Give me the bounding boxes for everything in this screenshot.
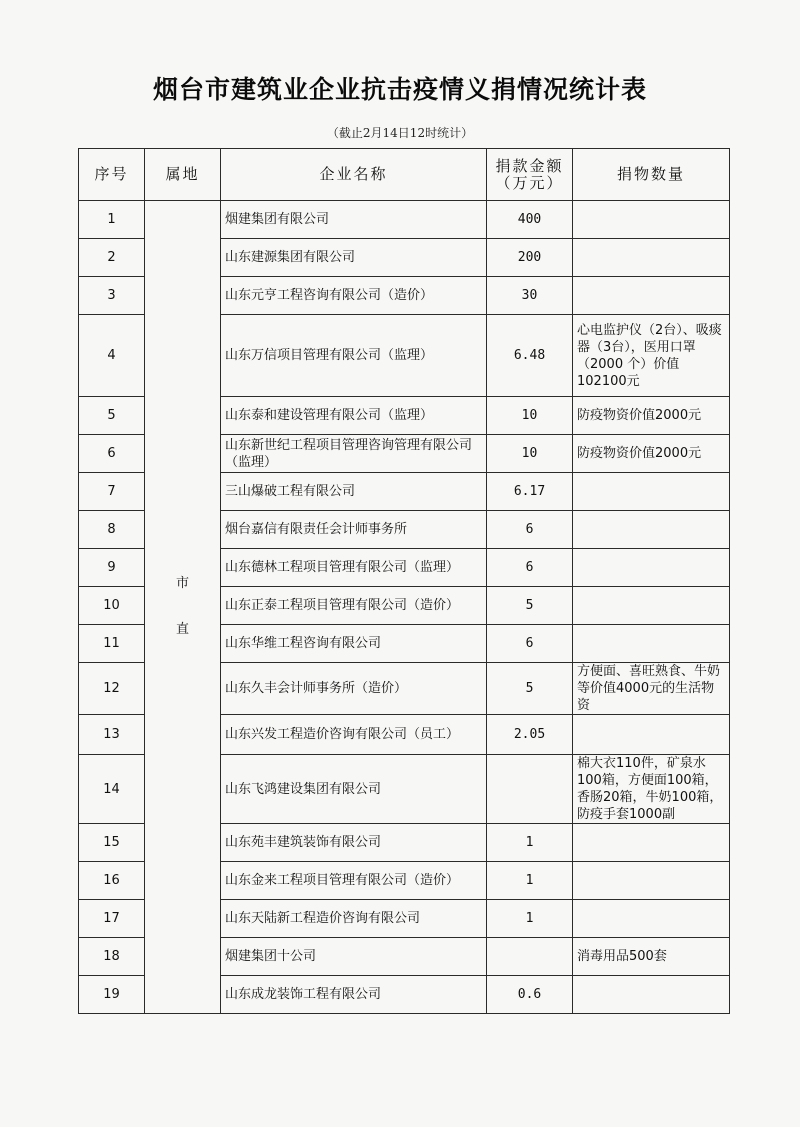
row-donated-items: 防疫物资价值2000元 bbox=[573, 397, 730, 435]
row-company-name: 山东金来工程项目管理有限公司（造价） bbox=[221, 862, 487, 900]
row-seq: 2 bbox=[79, 239, 145, 277]
row-donation-amount: 5 bbox=[487, 587, 573, 625]
document-title: 烟台市建筑业企业抗击疫情义捐情况统计表 bbox=[152, 75, 647, 104]
header-company: 企业名称 bbox=[221, 149, 487, 201]
header-seq: 序号 bbox=[79, 149, 145, 201]
row-donated-items bbox=[573, 976, 730, 1014]
header-items: 捐物数量 bbox=[573, 149, 730, 201]
row-company-name: 山东华维工程咨询有限公司 bbox=[221, 625, 487, 663]
row-company-name: 山东正泰工程项目管理有限公司（造价） bbox=[221, 587, 487, 625]
row-donation-amount: 30 bbox=[487, 277, 573, 315]
row-seq: 15 bbox=[79, 824, 145, 862]
row-company-name: 山东成龙装饰工程有限公司 bbox=[221, 976, 487, 1014]
header-amount-line1: 捐款金额 bbox=[495, 156, 564, 175]
row-company-name: 山东兴发工程造价咨询有限公司（员工） bbox=[221, 715, 487, 755]
row-donation-amount: 6.48 bbox=[487, 315, 573, 397]
row-seq: 11 bbox=[79, 625, 145, 663]
row-donation-amount bbox=[487, 938, 573, 976]
location-label-line2: 直 bbox=[175, 622, 189, 637]
row-seq: 13 bbox=[79, 715, 145, 755]
row-company-name: 山东建源集团有限公司 bbox=[221, 239, 487, 277]
header-amount-line2: （万元） bbox=[495, 173, 564, 192]
row-donation-amount: 6.17 bbox=[487, 473, 573, 511]
row-donation-amount: 1 bbox=[487, 862, 573, 900]
row-donation-amount: 6 bbox=[487, 625, 573, 663]
row-company-name: 山东新世纪工程项目管理咨询管理有限公司（监理） bbox=[221, 435, 487, 473]
table-body bbox=[79, 201, 730, 1014]
row-seq: 18 bbox=[79, 938, 145, 976]
row-donated-items bbox=[573, 715, 730, 755]
row-seq: 4 bbox=[79, 315, 145, 397]
row-donated-items bbox=[573, 587, 730, 625]
row-donation-amount: 2.05 bbox=[487, 715, 573, 755]
row-donated-items bbox=[573, 201, 730, 239]
location-label bbox=[176, 561, 189, 653]
header-location: 属地 bbox=[145, 149, 221, 201]
row-company-name: 山东德林工程项目管理有限公司（监理） bbox=[221, 549, 487, 587]
location-label-line1: 市 bbox=[175, 576, 189, 591]
row-seq: 19 bbox=[79, 976, 145, 1014]
row-seq: 8 bbox=[79, 511, 145, 549]
row-company-name: 山东苑丰建筑装饰有限公司 bbox=[221, 824, 487, 862]
row-donated-items bbox=[573, 239, 730, 277]
row-seq: 1 bbox=[79, 201, 145, 239]
row-seq: 7 bbox=[79, 473, 145, 511]
row-donated-items: 心电监护仪（2台）、吸痰器（3台），医用口罩（2000 个）价值102100元 bbox=[573, 315, 730, 397]
row-company-name: 山东飞鸿建设集团有限公司 bbox=[221, 755, 487, 824]
row-donation-amount: 400 bbox=[487, 201, 573, 239]
row-company-name: 山东元亨工程咨询有限公司（造价） bbox=[221, 277, 487, 315]
row-seq: 12 bbox=[79, 663, 145, 715]
row-seq: 10 bbox=[79, 587, 145, 625]
row-donation-amount: 6 bbox=[487, 549, 573, 587]
row-donated-items: 方便面、喜旺熟食、牛奶等价值4000元的生活物资 bbox=[573, 663, 730, 715]
row-donated-items bbox=[573, 900, 730, 938]
row-donation-amount bbox=[487, 755, 573, 824]
row-company-name: 烟建集团有限公司 bbox=[221, 201, 487, 239]
row-donated-items bbox=[573, 625, 730, 663]
document-subtitle: （截止2月14日12时统计） bbox=[326, 126, 474, 140]
row-donated-items: 消毒用品500套 bbox=[573, 938, 730, 976]
header-amount bbox=[487, 149, 573, 201]
row-company-name: 山东久丰会计师事务所（造价） bbox=[221, 663, 487, 715]
row-donation-amount: 200 bbox=[487, 239, 573, 277]
row-donated-items: 防疫物资价值2000元 bbox=[573, 435, 730, 473]
row-donated-items bbox=[573, 277, 730, 315]
row-seq: 5 bbox=[79, 397, 145, 435]
row-company-name: 烟建集团十公司 bbox=[221, 938, 487, 976]
row-donated-items bbox=[573, 549, 730, 587]
row-seq: 16 bbox=[79, 862, 145, 900]
row-seq: 3 bbox=[79, 277, 145, 315]
row-seq: 6 bbox=[79, 435, 145, 473]
location-cell bbox=[145, 201, 221, 1014]
row-seq: 17 bbox=[79, 900, 145, 938]
row-donated-items bbox=[573, 511, 730, 549]
row-donation-amount: 10 bbox=[487, 435, 573, 473]
row-donation-amount: 1 bbox=[487, 900, 573, 938]
row-company-name: 烟台嘉信有限责任会计师事务所 bbox=[221, 511, 487, 549]
row-donated-items bbox=[573, 824, 730, 862]
row-company-name: 山东泰和建设管理有限公司（监理） bbox=[221, 397, 487, 435]
row-donated-items: 棉大衣110件，矿泉水100箱，方便面100箱，香肠20箱，牛奶100箱，防疫手套1000副 bbox=[573, 755, 730, 824]
row-donation-amount: 10 bbox=[487, 397, 573, 435]
donation-table bbox=[78, 148, 730, 1014]
row-donation-amount: 5 bbox=[487, 663, 573, 715]
row-company-name: 山东天陆新工程造价咨询有限公司 bbox=[221, 900, 487, 938]
row-donation-amount: 0.6 bbox=[487, 976, 573, 1014]
row-company-name: 三山爆破工程有限公司 bbox=[221, 473, 487, 511]
row-donation-amount: 6 bbox=[487, 511, 573, 549]
row-donation-amount: 1 bbox=[487, 824, 573, 862]
table-header-row bbox=[79, 149, 730, 201]
row-seq: 9 bbox=[79, 549, 145, 587]
row-donated-items bbox=[573, 473, 730, 511]
table-row bbox=[79, 201, 730, 239]
row-donated-items bbox=[573, 862, 730, 900]
row-company-name: 山东万信项目管理有限公司（监理） bbox=[221, 315, 487, 397]
row-seq: 14 bbox=[79, 755, 145, 824]
